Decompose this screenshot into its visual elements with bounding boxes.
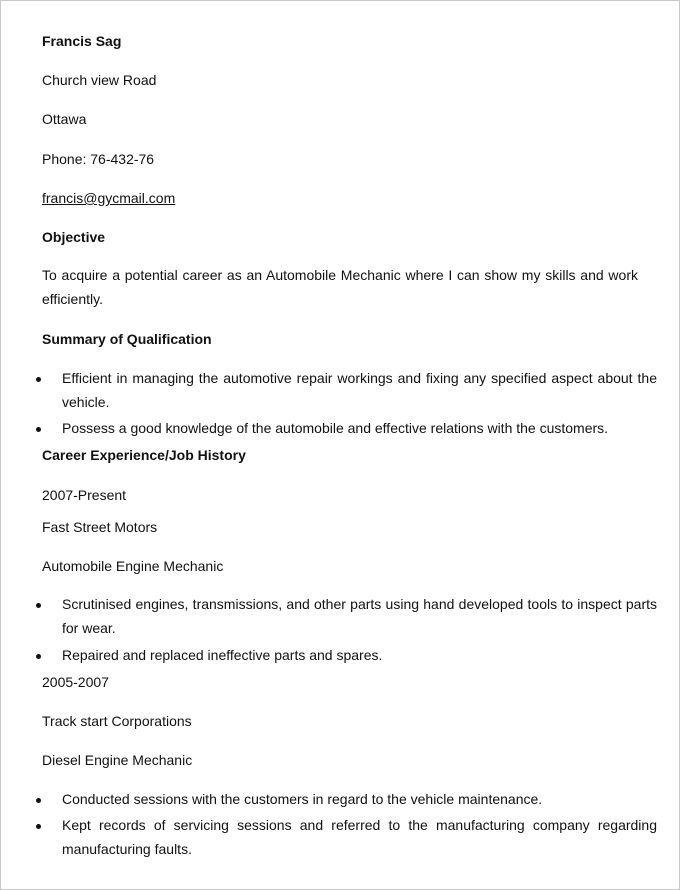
objective-heading: Objective	[42, 229, 106, 245]
bullet-icon	[36, 377, 41, 382]
city: Ottawa	[42, 111, 87, 127]
career-heading: Career Experience/Job History	[42, 447, 246, 463]
bullet-icon	[36, 654, 41, 659]
bullet-icon	[36, 603, 41, 608]
candidate-name: Francis Sag	[42, 33, 122, 49]
phone: Phone: 76-432-76	[42, 151, 155, 167]
job-period: 2007-Present	[42, 487, 127, 503]
bullet-icon	[36, 824, 41, 829]
job-title: Diesel Engine Mechanic	[42, 752, 193, 768]
email-link[interactable]: francis@gycmail.com	[42, 190, 176, 206]
bullet-icon	[36, 427, 41, 432]
job-period: 2005-2007	[42, 674, 109, 690]
objective-text: To acquire a potential career as an Automobile Mechanic where I can show my skills and work efficiently.	[42, 267, 638, 307]
summary-heading: Summary of Qualification	[42, 331, 212, 347]
resume-page: Francis Sag Church view Road Ottawa Phone: 76-432-76 francis@gycmail.com Objective To acquire a potential career as an Automobile Mechanic where I can show my skills and work efficiently. Summary of Qualification Efficient in managing the automotive repair workings and fixing any specified aspect about the vehicle. Possess a good knowledge of the automobile and effective relations with the customers. Career Experience/Job History 2007-Present Fast Street Motors Automobile Engine Mechanic Scrutinised engines, transmissions, and other parts using hand developed tools to inspect parts for wear. Repaired and replaced ineffective parts and spares. 2005-2007 Track start Corporations Diesel Engine Mechanic Conducted sessions with the customers in regard to the vehicle maintenance. Kept records of servicing sessions and referred to the manufacturing company regarding manufacturing faults.	[0, 0, 680, 890]
address-line: Church view Road	[42, 72, 157, 88]
bullet-icon	[36, 798, 41, 803]
job-company: Track start Corporations	[42, 713, 192, 729]
job-title: Automobile Engine Mechanic	[42, 558, 224, 574]
job-company: Fast Street Motors	[42, 519, 158, 535]
